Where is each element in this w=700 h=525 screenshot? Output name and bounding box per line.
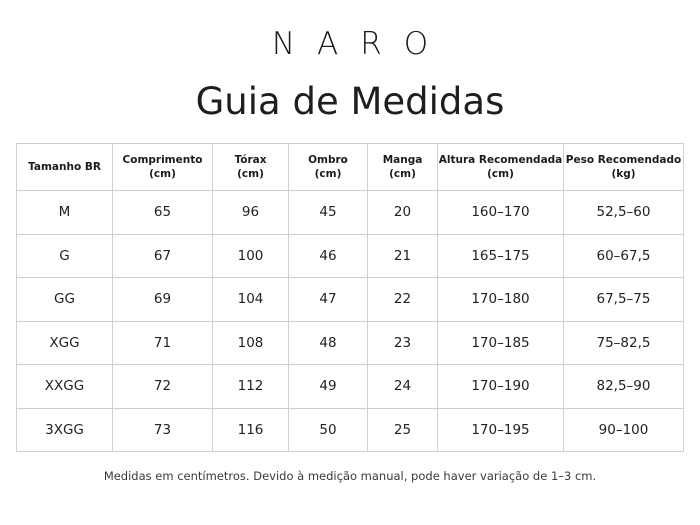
page-title: Guia de Medidas bbox=[195, 80, 505, 123]
cell-chest: 116 bbox=[213, 408, 289, 452]
header-recommended-weight: Peso Recomendado (kg) bbox=[564, 144, 684, 191]
cell-weight: 67,5–75 bbox=[564, 278, 684, 322]
table-row bbox=[17, 234, 684, 278]
brand-logo: NARO bbox=[271, 26, 451, 62]
cell-length: 71 bbox=[113, 321, 213, 365]
cell-length: 72 bbox=[113, 365, 213, 409]
cell-length: 65 bbox=[113, 191, 213, 235]
table-row bbox=[17, 365, 684, 409]
cell-sleeve: 20 bbox=[368, 191, 438, 235]
cell-length: 73 bbox=[113, 408, 213, 452]
header-length: Comprimento (cm) bbox=[113, 144, 213, 191]
cell-chest: 112 bbox=[213, 365, 289, 409]
table-row bbox=[17, 278, 684, 322]
cell-weight: 75–82,5 bbox=[564, 321, 684, 365]
table-row bbox=[17, 321, 684, 365]
cell-size: 3XGG bbox=[17, 408, 113, 452]
header-recommended-height: Altura Recomendada (cm) bbox=[438, 144, 564, 191]
header-chest: Tórax (cm) bbox=[213, 144, 289, 191]
footnote: Medidas em centímetros. Devido à medição manual, pode haver variação de 1–3 cm. bbox=[103, 469, 597, 483]
cell-size: M bbox=[17, 191, 113, 235]
cell-shoulder: 49 bbox=[289, 365, 368, 409]
cell-shoulder: 45 bbox=[289, 191, 368, 235]
cell-sleeve: 23 bbox=[368, 321, 438, 365]
cell-weight: 60–67,5 bbox=[564, 234, 684, 278]
cell-height: 170–190 bbox=[438, 365, 564, 409]
cell-weight: 82,5–90 bbox=[564, 365, 684, 409]
cell-chest: 100 bbox=[213, 234, 289, 278]
table-row bbox=[17, 408, 684, 452]
cell-sleeve: 22 bbox=[368, 278, 438, 322]
cell-length: 69 bbox=[113, 278, 213, 322]
cell-sleeve: 21 bbox=[368, 234, 438, 278]
cell-height: 170–185 bbox=[438, 321, 564, 365]
cell-shoulder: 48 bbox=[289, 321, 368, 365]
cell-height: 170–195 bbox=[438, 408, 564, 452]
cell-size: XXGG bbox=[17, 365, 113, 409]
size-chart-table bbox=[16, 143, 684, 452]
cell-height: 160–170 bbox=[438, 191, 564, 235]
cell-sleeve: 25 bbox=[368, 408, 438, 452]
cell-size: GG bbox=[17, 278, 113, 322]
header-shoulder: Ombro (cm) bbox=[289, 144, 368, 191]
cell-height: 165–175 bbox=[438, 234, 564, 278]
header-size: Tamanho BR bbox=[17, 144, 113, 191]
table-header-row bbox=[17, 144, 684, 191]
cell-weight: 52,5–60 bbox=[564, 191, 684, 235]
cell-chest: 96 bbox=[213, 191, 289, 235]
cell-shoulder: 47 bbox=[289, 278, 368, 322]
cell-chest: 108 bbox=[213, 321, 289, 365]
cell-shoulder: 50 bbox=[289, 408, 368, 452]
cell-height: 170–180 bbox=[438, 278, 564, 322]
table-row bbox=[17, 191, 684, 235]
header-sleeve: Manga (cm) bbox=[368, 144, 438, 191]
cell-size: XGG bbox=[17, 321, 113, 365]
cell-chest: 104 bbox=[213, 278, 289, 322]
cell-size: G bbox=[17, 234, 113, 278]
cell-shoulder: 46 bbox=[289, 234, 368, 278]
cell-sleeve: 24 bbox=[368, 365, 438, 409]
cell-weight: 90–100 bbox=[564, 408, 684, 452]
cell-length: 67 bbox=[113, 234, 213, 278]
